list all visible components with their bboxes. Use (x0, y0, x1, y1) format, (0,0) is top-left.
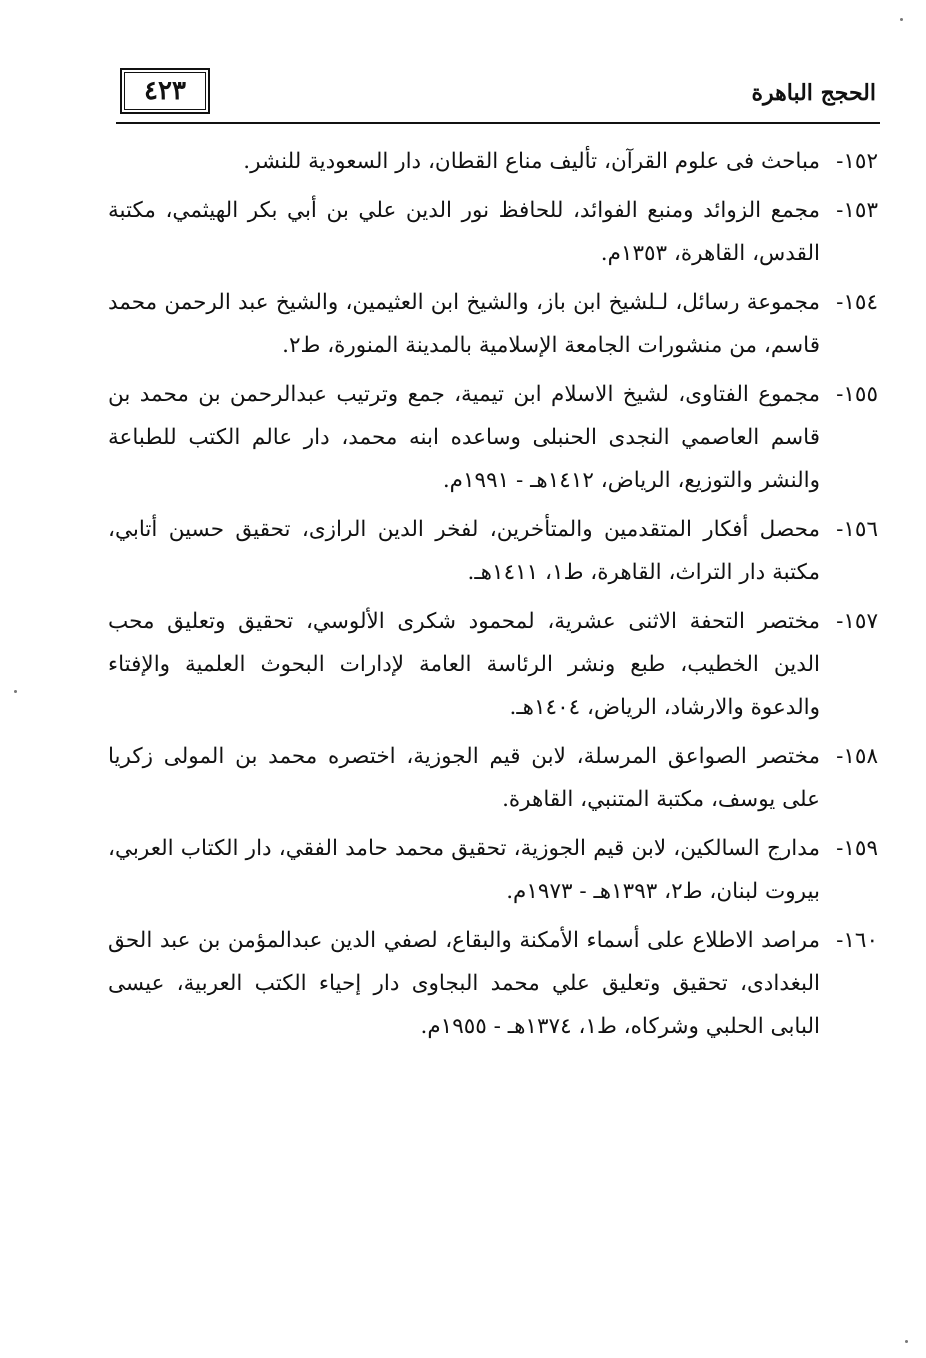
entry-text: مجموعة رسائل، لـلشيخ ابن باز، والشيخ ابن العثيمين، والشيخ عبد الرحمن محمد قاسم، من منشورات الجامعة الإسلامية بالمدينة المنورة، ط٢. (108, 290, 820, 358)
entry-text: مباحث فى علوم القرآن، تأليف مناع القطان، دار السعودية للنشر. (243, 149, 820, 174)
entry-number: ١٥٤- (836, 290, 878, 315)
entry-number: ١٦٠- (836, 928, 878, 953)
bibliography-entry (108, 919, 878, 1048)
entry-number: ١٥٥- (836, 382, 878, 407)
entry-text: مراصد الاطلاع على أسماء الأمكنة والبقاع، لصفي الدين عبدالمؤمن بن عبد الحق البغدادى، تحقيق وتعليق علي محمد البجاوى دار إحياء الكتب العربية، عيسى البابى الحلبي وشركاه، ط١، ١٣٧٤هـ - ١٩٥٥م. (108, 928, 820, 1039)
page-number: ٤٢٣ (144, 76, 186, 106)
bibliography-entry (108, 281, 878, 367)
page-number-box (120, 68, 210, 114)
entry-number: ١٥٢- (836, 149, 878, 174)
entry-text: مجمع الزوائد ومنبع الفوائد، للحافظ نور الدين علي بن أبي بكر الهيثمي، مكتبة القدس، القاهرة، ١٣٥٣م. (108, 198, 820, 266)
scan-speck (905, 1340, 908, 1343)
entry-number: ١٥٣- (836, 198, 878, 223)
running-title: الحجج الباهرة (751, 80, 876, 106)
bibliography-list (108, 140, 878, 1054)
entry-number: ١٥٧- (836, 609, 878, 634)
entry-text: مجموع الفتاوى، لشيخ الاسلام ابن تيمية، جمع وترتيب عبدالرحمن بن محمد بن قاسم العاصمي النجدى الحنبلى وساعده ابنه محمد، دار عالم الكتب للطباعة والنشر والتوزيع، الرياض، ١٤١٢هـ - ١٩٩١م. (108, 382, 820, 493)
header-rule (116, 122, 880, 124)
entry-text: محصل أفكار المتقدمين والمتأخرين، لفخر الدين الرازى، تحقيق حسين أتابي، مكتبة دار التراث، القاهرة، ط١، ١٤١١هـ. (108, 517, 820, 585)
entry-text: مختصر الصواعق المرسلة، لابن قيم الجوزية، اختصره محمد بن المولى زكريا على يوسف، مكتبة المتنبي، القاهرة. (108, 744, 820, 812)
bibliography-entry (108, 140, 878, 183)
scan-speck (14, 690, 17, 693)
bibliography-entry (108, 827, 878, 913)
entry-number: ١٥٨- (836, 744, 878, 769)
entry-number: ١٥٦- (836, 517, 878, 542)
bibliography-entry (108, 735, 878, 821)
scan-speck (900, 18, 903, 21)
bibliography-entry (108, 508, 878, 594)
bibliography-entry (108, 373, 878, 502)
bibliography-entry (108, 189, 878, 275)
entry-text: مختصر التحفة الاثنى عشرية، لمحمود شكرى الألوسي، تحقيق وتعليق محب الدين الخطيب، طبع ونشر الرئاسة العامة لإدارات البحوث العلمية والإفتاء والدعوة والارشاد، الرياض، ١٤٠٤هـ. (108, 609, 820, 720)
entry-text: مدارج السالكين، لابن قيم الجوزية، تحقيق محمد حامد الفقي، دار الكتاب العربي، بيروت لبنان، ط٢، ١٣٩٣هـ - ١٩٧٣م. (108, 836, 820, 904)
bibliography-entry (108, 600, 878, 729)
entry-number: ١٥٩- (836, 836, 878, 861)
